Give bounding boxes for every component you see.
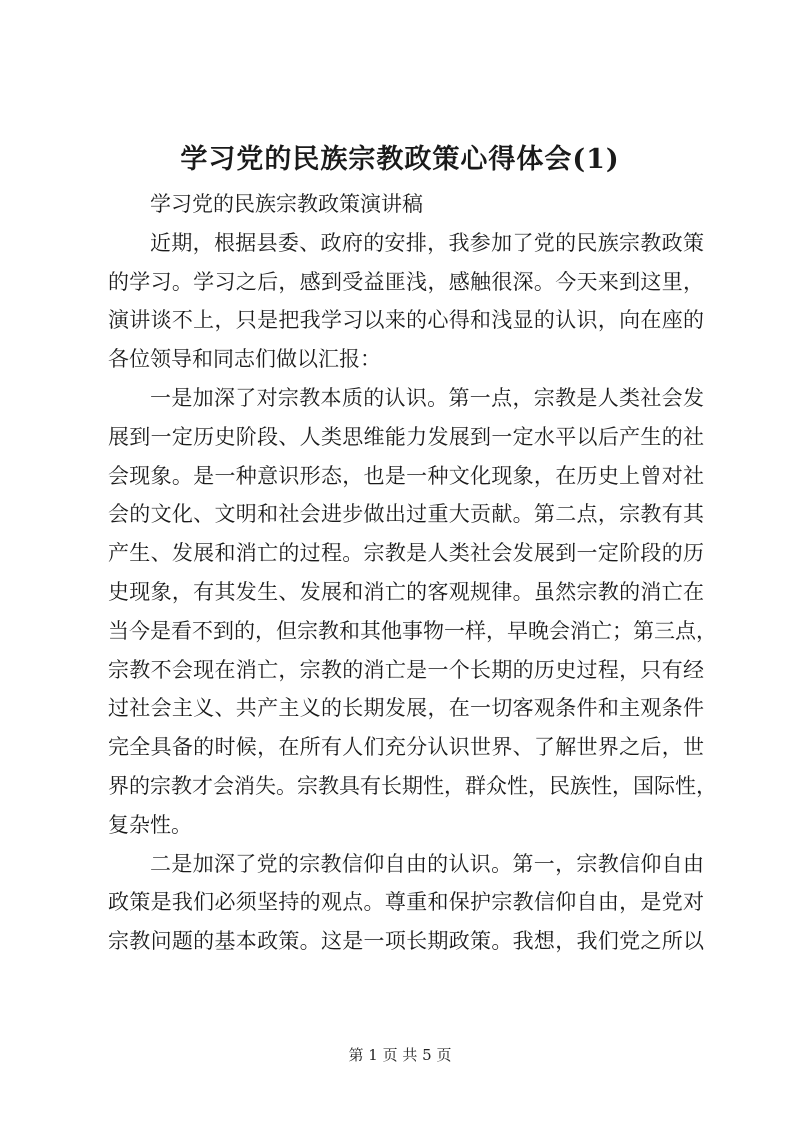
page-footer: 第 1 页 共 5 页 xyxy=(348,1046,452,1064)
text-line: 展到一定历史阶段、人类思维能力发展到一定水平以后产生的社 xyxy=(108,424,704,449)
text-line: 会的文化、文明和社会进步做出过重大贡献。第二点，宗教有其 xyxy=(108,502,704,527)
text-line: 政策是我们必须坚持的观点。尊重和保护宗教信仰自由，是党对 xyxy=(108,890,704,915)
text-line: 复杂性。 xyxy=(108,812,192,837)
text-line: 当今是看不到的，但宗教和其他事物一样，早晚会消亡；第三点， xyxy=(108,618,717,643)
document-body xyxy=(108,185,717,961)
text-line: 完全具备的时候，在所有人们充分认识世界、了解世界之后，世 xyxy=(108,735,704,760)
text-line: 学习党的民族宗教政策演讲稿 xyxy=(150,192,423,216)
text-line: 一是加深了对宗教本质的认识。第一点，宗教是人类社会发 xyxy=(150,385,704,410)
text-line: 产生、发展和消亡的过程。宗教是人类社会发展到一定阶段的历 xyxy=(108,541,704,566)
text-line: 界的宗教才会消失。宗教具有长期性，群众性，民族性，国际性， xyxy=(108,773,717,798)
text-line: 各位领导和同志们做以汇报： xyxy=(108,347,381,372)
text-line: 史现象，有其发生、发展和消亡的客观规律。虽然宗教的消亡在 xyxy=(108,579,704,604)
document-title: 学习党的民族宗教政策心得体会(1) xyxy=(180,144,620,175)
text-line: 会现象。是一种意识形态，也是一种文化现象，在历史上曾对社 xyxy=(108,463,704,488)
text-line: 近期，根据县委、政府的安排，我参加了党的民族宗教政策 xyxy=(150,230,704,255)
text-line: 演讲谈不上，只是把我学习以来的心得和浅显的认识，向在座的 xyxy=(108,308,704,333)
text-line: 宗教不会现在消亡，宗教的消亡是一个长期的历史过程，只有经 xyxy=(108,657,704,682)
text-line: 的学习。学习之后，感到受益匪浅，感触很深。今天来到这里， xyxy=(108,269,704,294)
text-line: 过社会主义、共产主义的长期发展，在一切客观条件和主观条件 xyxy=(108,696,704,721)
text-line: 宗教问题的基本政策。这是一项长期政策。我想，我们党之所以 xyxy=(108,929,704,954)
text-line: 二是加深了党的宗教信仰自由的认识。第一，宗教信仰自由 xyxy=(150,851,704,876)
